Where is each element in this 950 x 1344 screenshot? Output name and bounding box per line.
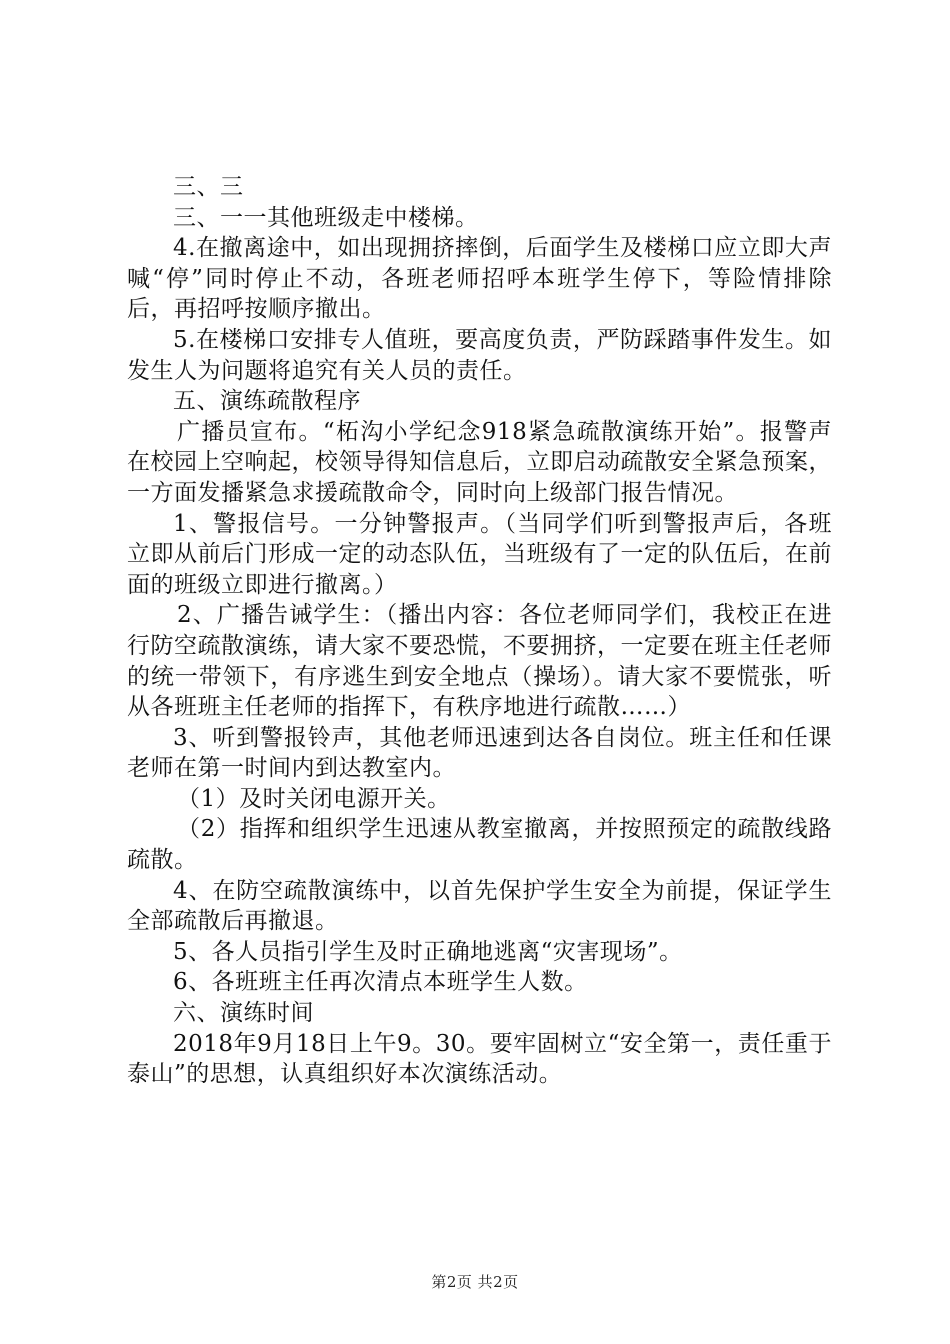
paragraph-substep-2-organize-exit: （2）指挥和组织学生迅速从教室撤离，并按照预定的疏散线路疏散。: [127, 816, 832, 874]
section-heading-evacuation-procedure: 五、演练疏散程序: [173, 388, 361, 415]
paragraph-heading-three: 三、三: [173, 174, 244, 200]
paragraph-broadcast-announcement: 广播员宣布。“柘沟小学纪念918紧急疏散演练开始”。报警声在校园上空响起，校领导得知信息后，立即启动疏散安全紧急预案，一方面发播紧急求援疏散命令，同时向上级部门报告情况。: [127, 418, 832, 506]
paragraph-substep-1-power-off: （1）及时关闭电源开关。: [177, 785, 451, 812]
paragraph-step-2-broadcast-warning: 2、广播告诫学生：（播出内容：各位老师同学们，我校正在进行防空疏散演练，请大家不要恐慌，不要拥挤，一定要在班主任老师的统一带领下，有序逃生到安全地点（操场）。请大家不要慌张，听从各班班主任老师的指挥下，有秩序地进行疏散……）: [127, 602, 832, 721]
paragraph-step-3-teachers-posts: 3、听到警报铃声，其他老师迅速到达各自岗位。班主任和任课老师在第一时间内到达教室内。: [127, 724, 832, 782]
paragraph-other-classes-stairs: 三、一一其他班级走中楼梯。: [173, 204, 479, 231]
section-heading-drill-time: 六、演练时间: [173, 1000, 314, 1027]
paragraph-drill-date: 2018年9月18日上午9。30。要牢固树立“安全第一，责任重于泰山”的思想，认真组织好本次演练活动。: [127, 1030, 832, 1088]
page-number-footer: 第2页 共2页: [431, 1273, 519, 1291]
paragraph-step-6-headcount: 6、各班班主任再次清点本班学生人数。: [173, 969, 588, 996]
paragraph-step-1-alarm-signal: 1、警报信号。一分钟警报声。（当同学们听到警报声后，各班立即从前后门形成一定的动态队伍，当班级有了一定的队伍后，在前面的班级立即进行撤离。）: [127, 510, 832, 598]
paragraph-item-4-crowding: 4.在撤离途中，如出现拥挤摔倒，后面学生及楼梯口应立即大声喊“停”同时停止不动，各班老师招呼本班学生停下，等险情排除后，再招呼按顺序撤出。: [127, 235, 832, 323]
paragraph-item-5-stair-duty: 5.在楼梯口安排专人值班，要高度负责，严防踩踏事件发生。如发生人为问题将追究有关人员的责任。: [127, 326, 832, 384]
paragraph-step-4-safety-first: 4、在防空疏散演练中，以首先保护学生安全为前提，保证学生全部疏散后再撤退。: [127, 877, 832, 935]
paragraph-step-5-guide-students: 5、各人员指引学生及时正确地逃离“灾害现场”。: [173, 938, 683, 965]
document-body: [127, 172, 832, 1090]
